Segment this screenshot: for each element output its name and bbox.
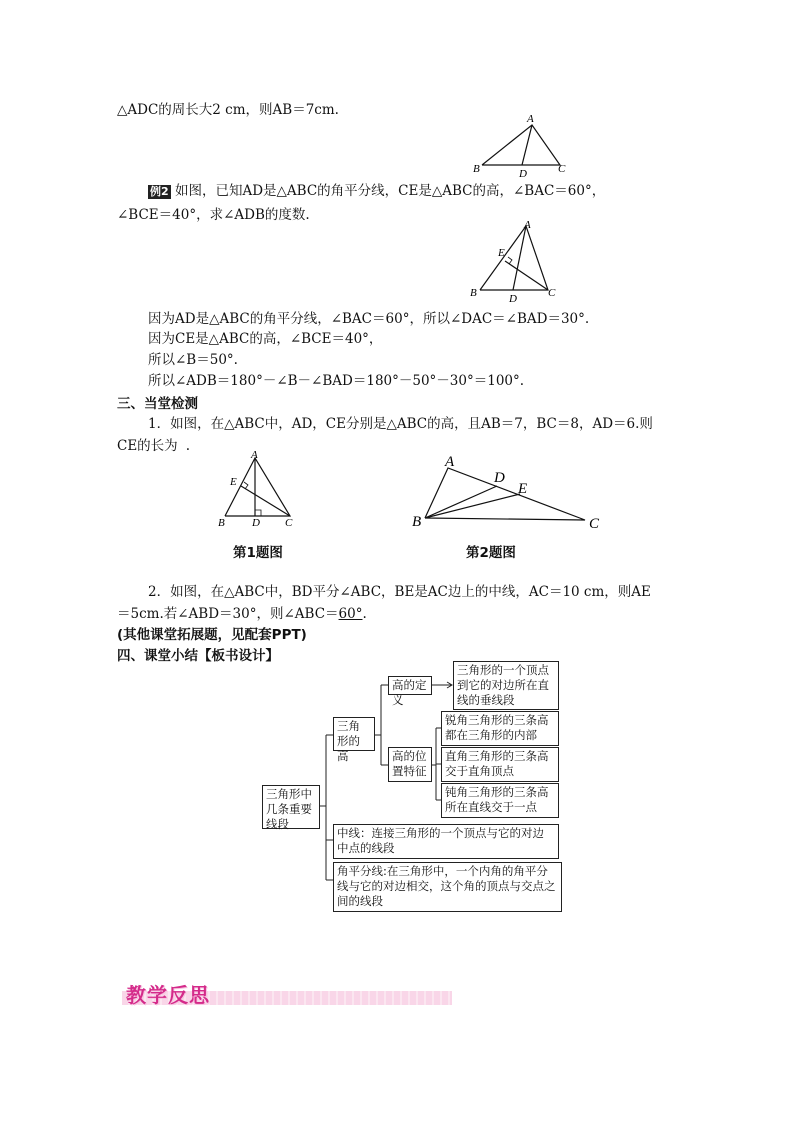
- q2-suffix: .: [362, 606, 367, 622]
- label-d: D: [252, 517, 260, 529]
- mindmap-root: 三角形中几条重要线段: [262, 785, 320, 829]
- label-e: E: [230, 476, 237, 488]
- label-d: D: [494, 470, 505, 486]
- label-b: B: [218, 517, 225, 529]
- label-b: B: [470, 287, 477, 299]
- q1-line1: 1．如图，在△ABC中，AD，CE分别是△ABC的高，且AB＝7，BC＝8，AD＝6.则: [148, 416, 653, 432]
- mindmap-right: 直角三角形的三条高交于直角顶点: [441, 747, 559, 782]
- mindmap-heights: 三角形的高: [333, 717, 375, 751]
- section3-heading: 三、当堂检测: [117, 396, 198, 412]
- mindmap-acute: 锐角三角形的三条高都在三角形的内部: [441, 711, 559, 746]
- label-a: A: [251, 449, 258, 461]
- extension-note: (其他课堂拓展题，见配套PPT): [117, 627, 307, 643]
- caption-figure1: 第1题图: [233, 545, 283, 561]
- mindmap-median: 中线：连接三角形的一个顶点与它的对边中点的线段: [333, 824, 559, 859]
- label-e: E: [518, 481, 528, 497]
- solution-line-4: 所以∠ADB＝180°－∠B－∠BAD＝180°－50°－30°＝100°.: [148, 373, 525, 389]
- label-c: C: [285, 517, 293, 529]
- solution-line-3: 所以∠B＝50°.: [148, 352, 238, 368]
- mindmap-bisector: 角平分线:在三角形中，一个内角的角平分线与它的对边相交，这个角的顶点与交点之间的线段: [333, 862, 562, 912]
- label-b: B: [412, 514, 422, 530]
- top-line: △ADC的周长大2 cm，则AB＝7cm.: [117, 102, 339, 118]
- section4-heading: 四、课堂小结【板书设计】: [117, 648, 279, 664]
- label-c: C: [548, 287, 556, 299]
- example-tag: 例2: [150, 185, 169, 198]
- q2-answer: 60°: [338, 606, 363, 622]
- q2-line1: 2．如图，在△ABC中，BD平分∠ABC，BE是AC边上的中线，AC＝10 cm，则AE: [148, 584, 651, 600]
- caption-figure2: 第2题图: [466, 545, 516, 561]
- label-a: A: [524, 219, 531, 231]
- label-a: A: [445, 454, 455, 470]
- label-b: B: [473, 163, 480, 175]
- label-d: D: [519, 168, 527, 180]
- example2-line2: ∠BCE＝40°，求∠ADB的度数.: [117, 207, 310, 223]
- label-c: C: [589, 516, 600, 532]
- q2-prefix: ＝5cm.若∠ABD＝30°，则∠ABC＝: [117, 606, 339, 622]
- label-a: A: [527, 113, 534, 125]
- q1-suffix: .: [185, 438, 190, 454]
- mindmap-obtuse: 钝角三角形的三条高所在直线交于一点: [441, 783, 559, 818]
- q1-prefix: CE的长为: [117, 438, 178, 454]
- solution-line-1: 因为AD是△ABC的角平分线，∠BAC＝60°，所以∠DAC＝∠BAD＝30°.: [148, 311, 590, 327]
- reflection-title: 教学反思: [126, 983, 210, 1007]
- mindmap-height-definition-text: 三角形的一个顶点到它的对边所在直线的垂线段: [453, 661, 559, 710]
- label-e: E: [498, 247, 505, 259]
- label-c: C: [558, 163, 566, 175]
- mindmap-height-definition: 高的定义: [388, 676, 432, 695]
- solution-line-2: 因为CE是△ABC的高，∠BCE＝40°，: [148, 331, 383, 347]
- label-d: D: [509, 293, 517, 303]
- mindmap-height-position: 高的位置特征: [388, 747, 432, 782]
- example2-text1: 如图，已知AD是△ABC的角平分线，CE是△ABC的高，∠BAC＝60°，: [174, 183, 606, 199]
